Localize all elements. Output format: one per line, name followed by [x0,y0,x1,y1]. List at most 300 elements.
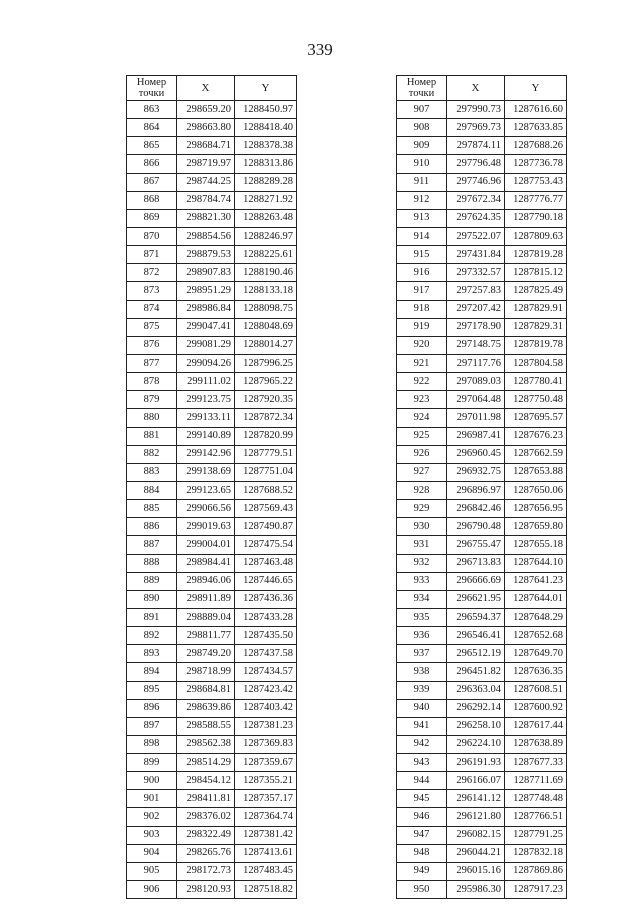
y-coordinate-cell: 1287736.78 [505,155,567,173]
x-coordinate-cell: 296987.41 [447,427,505,445]
x-coordinate-cell: 298376.02 [177,808,235,826]
point-number-cell: 941 [397,717,447,735]
point-number-cell: 936 [397,627,447,645]
table-row [127,645,297,663]
x-coordinate-cell: 298907.83 [177,264,235,282]
y-coordinate-cell: 1287608.51 [505,681,567,699]
x-coordinate-cell: 298854.56 [177,227,235,245]
table-row [127,246,297,264]
table-row [397,227,567,245]
table-row [127,699,297,717]
table-row [397,717,567,735]
y-coordinate-cell: 1287569.43 [235,500,297,518]
table-row [397,209,567,227]
point-header-line2: точки [408,88,435,99]
x-coordinate-cell: 296790.48 [447,518,505,536]
point-number-cell: 877 [127,354,177,372]
point-number-cell: 873 [127,282,177,300]
x-coordinate-cell: 298322.49 [177,826,235,844]
table-row [127,227,297,245]
x-coordinate-cell: 296960.45 [447,445,505,463]
point-number-cell: 920 [397,336,447,354]
x-coordinate-cell: 296842.46 [447,500,505,518]
y-coordinate-cell: 1287695.57 [505,409,567,427]
table-row [397,119,567,137]
x-coordinate-cell: 297431.84 [447,246,505,264]
table-row [397,445,567,463]
table-row [397,391,567,409]
y-coordinate-cell: 1287518.82 [235,881,297,899]
y-coordinate-cell: 1287649.70 [505,645,567,663]
table-row [127,627,297,645]
y-coordinate-cell: 1287815.12 [505,264,567,282]
x-coordinate-cell: 298265.76 [177,844,235,862]
x-coordinate-cell: 298684.81 [177,681,235,699]
x-coordinate-cell: 297624.35 [447,209,505,227]
x-coordinate-cell: 295986.30 [447,881,505,899]
point-number-cell: 905 [127,862,177,880]
table-row [397,645,567,663]
page-number: 339 [307,40,333,59]
table-row [127,862,297,880]
point-number-cell: 870 [127,227,177,245]
table-row [397,300,567,318]
point-number-cell: 866 [127,155,177,173]
y-coordinate-cell: 1287825.49 [505,282,567,300]
point-number-cell: 899 [127,754,177,772]
table-row [397,264,567,282]
y-coordinate-cell: 1288313.86 [235,155,297,173]
x-coordinate-cell: 297148.75 [447,336,505,354]
table-body [397,101,567,899]
x-coordinate-cell: 298588.55 [177,717,235,735]
y-coordinate-cell: 1287920.35 [235,391,297,409]
y-coordinate-cell: 1287434.57 [235,663,297,681]
x-coordinate-cell: 298719.97 [177,155,235,173]
x-header: X [447,76,505,101]
x-coordinate-cell: 299142.96 [177,445,235,463]
x-coordinate-cell: 297332.57 [447,264,505,282]
x-coordinate-cell: 299047.41 [177,318,235,336]
y-coordinate-cell: 1287748.48 [505,790,567,808]
y-coordinate-cell: 1287359.67 [235,754,297,772]
x-coordinate-cell: 299019.63 [177,518,235,536]
table-row [127,155,297,173]
x-coordinate-cell: 298749.20 [177,645,235,663]
y-coordinate-cell: 1287446.65 [235,572,297,590]
x-coordinate-cell: 296015.16 [447,862,505,880]
point-number-cell: 871 [127,246,177,264]
point-number-cell: 904 [127,844,177,862]
table-row [397,627,567,645]
x-coordinate-cell: 298120.93 [177,881,235,899]
x-coordinate-cell: 299140.89 [177,427,235,445]
point-number-cell: 896 [127,699,177,717]
x-coordinate-cell: 296166.07 [447,772,505,790]
point-number-cell: 891 [127,608,177,626]
y-coordinate-cell: 1288378.38 [235,137,297,155]
x-coordinate-cell: 298784.74 [177,191,235,209]
y-coordinate-cell: 1287804.58 [505,354,567,372]
y-coordinate-cell: 1287483.45 [235,862,297,880]
y-coordinate-cell: 1287829.91 [505,300,567,318]
table-row [127,409,297,427]
x-coordinate-cell: 296546.41 [447,627,505,645]
y-coordinate-cell: 1287917.23 [505,881,567,899]
y-coordinate-cell: 1287791.25 [505,826,567,844]
y-coordinate-cell: 1288048.69 [235,318,297,336]
point-number-cell: 884 [127,481,177,499]
y-coordinate-cell: 1287656.95 [505,500,567,518]
y-coordinate-cell: 1288246.97 [235,227,297,245]
y-coordinate-cell: 1287490.87 [235,518,297,536]
x-coordinate-cell: 296191.93 [447,754,505,772]
y-coordinate-cell: 1287381.23 [235,717,297,735]
x-coordinate-cell: 297874.11 [447,137,505,155]
point-number-cell: 900 [127,772,177,790]
table-row [397,409,567,427]
y-coordinate-cell: 1287636.35 [505,663,567,681]
x-coordinate-cell: 297672.34 [447,191,505,209]
y-coordinate-cell: 1287653.88 [505,463,567,481]
point-number-cell: 910 [397,155,447,173]
x-coordinate-cell: 297178.90 [447,318,505,336]
table-row [127,844,297,862]
x-coordinate-cell: 299123.75 [177,391,235,409]
point-number-cell: 926 [397,445,447,463]
y-coordinate-cell: 1287965.22 [235,373,297,391]
table-row [127,735,297,753]
point-number-cell: 883 [127,463,177,481]
point-number-cell: 874 [127,300,177,318]
point-number-cell: 940 [397,699,447,717]
x-coordinate-cell: 299066.56 [177,500,235,518]
x-coordinate-cell: 298879.53 [177,246,235,264]
x-coordinate-cell: 297117.76 [447,354,505,372]
point-number-cell: 875 [127,318,177,336]
table-row [127,119,297,137]
y-coordinate-cell: 1288263.48 [235,209,297,227]
x-coordinate-cell: 299138.69 [177,463,235,481]
y-coordinate-cell: 1287829.31 [505,318,567,336]
point-number-cell: 946 [397,808,447,826]
point-number-cell: 947 [397,826,447,844]
point-number-cell: 927 [397,463,447,481]
point-number-cell: 909 [397,137,447,155]
y-coordinate-cell: 1287369.83 [235,735,297,753]
y-coordinate-cell: 1287780.41 [505,373,567,391]
point-number-cell: 935 [397,608,447,626]
point-number-cell: 942 [397,735,447,753]
point-number-cell: 895 [127,681,177,699]
x-coordinate-cell: 299094.26 [177,354,235,372]
table-row [397,336,567,354]
table-row [127,608,297,626]
x-coordinate-cell: 297796.48 [447,155,505,173]
x-coordinate-cell: 298821.30 [177,209,235,227]
x-coordinate-cell: 298172.73 [177,862,235,880]
y-coordinate-cell: 1287463.48 [235,554,297,572]
table-row [397,354,567,372]
table-row [127,318,297,336]
table-row [397,518,567,536]
table-row [127,663,297,681]
point-header-line1: Номер [136,77,167,88]
x-coordinate-cell: 297207.42 [447,300,505,318]
table-row [127,264,297,282]
x-coordinate-cell: 296082.15 [447,826,505,844]
x-coordinate-cell: 296713.83 [447,554,505,572]
table-header-row [127,76,297,101]
y-coordinate-cell: 1288098.75 [235,300,297,318]
x-coordinate-cell: 297011.98 [447,409,505,427]
point-number-cell: 863 [127,101,177,119]
table-row [397,173,567,191]
x-coordinate-cell: 299111.02 [177,373,235,391]
table-row [397,373,567,391]
point-number-cell: 914 [397,227,447,245]
point-number-cell: 948 [397,844,447,862]
x-coordinate-cell: 298984.41 [177,554,235,572]
y-coordinate-cell: 1287766.51 [505,808,567,826]
y-coordinate-cell: 1287616.60 [505,101,567,119]
table-header-row [397,76,567,101]
point-number-cell: 938 [397,663,447,681]
x-coordinate-cell: 298744.25 [177,173,235,191]
y-coordinate-cell: 1287364.74 [235,808,297,826]
point-number-cell: 923 [397,391,447,409]
x-coordinate-cell: 298986.84 [177,300,235,318]
y-coordinate-cell: 1287819.78 [505,336,567,354]
table-row [127,881,297,899]
point-number-cell: 894 [127,663,177,681]
y-coordinate-cell: 1288014.27 [235,336,297,354]
y-coordinate-cell: 1287644.01 [505,590,567,608]
table-body [127,101,297,899]
y-coordinate-cell: 1287652.68 [505,627,567,645]
point-number-cell: 915 [397,246,447,264]
point-number-cell: 897 [127,717,177,735]
point-number-cell: 885 [127,500,177,518]
x-coordinate-cell: 296755.47 [447,536,505,554]
point-number-cell: 937 [397,645,447,663]
table-row [127,391,297,409]
table-row [127,518,297,536]
point-number-cell: 919 [397,318,447,336]
x-coordinate-cell: 298911.89 [177,590,235,608]
table-row [127,481,297,499]
x-coordinate-cell: 298889.04 [177,608,235,626]
y-coordinate-cell: 1288450.97 [235,101,297,119]
x-coordinate-cell: 296121.80 [447,808,505,826]
table-row [397,663,567,681]
table-row [397,481,567,499]
point-number-header [127,76,177,101]
table-row [397,572,567,590]
table-row [127,191,297,209]
x-coordinate-cell: 296044.21 [447,844,505,862]
table-row [397,246,567,264]
point-number-cell: 902 [127,808,177,826]
x-coordinate-cell: 296896.97 [447,481,505,499]
table-row [127,554,297,572]
table-row [127,173,297,191]
table-row [397,699,567,717]
y-coordinate-cell: 1287423.42 [235,681,297,699]
y-coordinate-cell: 1287633.85 [505,119,567,137]
x-coordinate-cell: 296258.10 [447,717,505,735]
x-coordinate-cell: 299123.65 [177,481,235,499]
y-coordinate-cell: 1288225.61 [235,246,297,264]
x-coordinate-cell: 299133.11 [177,409,235,427]
x-coordinate-cell: 298946.06 [177,572,235,590]
x-coordinate-cell: 298639.86 [177,699,235,717]
point-number-cell: 918 [397,300,447,318]
x-coordinate-cell: 298951.29 [177,282,235,300]
x-coordinate-cell: 298562.38 [177,735,235,753]
y-coordinate-cell: 1287600.92 [505,699,567,717]
y-coordinate-cell: 1287648.29 [505,608,567,626]
x-coordinate-cell: 299004.01 [177,536,235,554]
x-coordinate-cell: 296363.04 [447,681,505,699]
point-number-cell: 921 [397,354,447,372]
point-number-cell: 886 [127,518,177,536]
y-coordinate-cell: 1287644.10 [505,554,567,572]
x-coordinate-cell: 296932.75 [447,463,505,481]
point-number-cell: 892 [127,627,177,645]
y-coordinate-cell: 1287711.69 [505,772,567,790]
table-row [127,137,297,155]
x-coordinate-cell: 298684.71 [177,137,235,155]
y-coordinate-cell: 1288133.18 [235,282,297,300]
point-number-cell: 931 [397,536,447,554]
table-row [397,808,567,826]
point-number-cell: 939 [397,681,447,699]
y-coordinate-cell: 1287779.51 [235,445,297,463]
point-number-cell: 882 [127,445,177,463]
table-row [127,717,297,735]
point-number-cell: 868 [127,191,177,209]
x-coordinate-cell: 297990.73 [447,101,505,119]
table-row [127,681,297,699]
table-row [397,881,567,899]
x-coordinate-cell: 296512.19 [447,645,505,663]
point-number-cell: 911 [397,173,447,191]
y-coordinate-cell: 1287357.17 [235,790,297,808]
y-coordinate-cell: 1287869.86 [505,862,567,880]
y-coordinate-cell: 1287996.25 [235,354,297,372]
x-coordinate-cell: 296224.10 [447,735,505,753]
x-coordinate-cell: 297257.83 [447,282,505,300]
x-coordinate-cell: 298663.80 [177,119,235,137]
table-row [127,101,297,119]
point-number-cell: 903 [127,826,177,844]
y-coordinate-cell: 1287650.06 [505,481,567,499]
y-coordinate-cell: 1287433.28 [235,608,297,626]
point-number-cell: 928 [397,481,447,499]
y-coordinate-cell: 1288190.46 [235,264,297,282]
y-coordinate-cell: 1287688.26 [505,137,567,155]
table-row [127,209,297,227]
point-number-header [397,76,447,101]
y-coordinate-cell: 1287435.50 [235,627,297,645]
point-number-cell: 930 [397,518,447,536]
y-coordinate-cell: 1287790.18 [505,209,567,227]
y-coordinate-cell: 1287809.63 [505,227,567,245]
table-row [127,826,297,844]
y-coordinate-cell: 1287436.36 [235,590,297,608]
point-number-cell: 890 [127,590,177,608]
table-row [397,137,567,155]
y-coordinate-cell: 1288271.92 [235,191,297,209]
table-row [397,844,567,862]
x-coordinate-cell: 296292.14 [447,699,505,717]
point-number-cell: 924 [397,409,447,427]
table-row [127,463,297,481]
y-coordinate-cell: 1287381.42 [235,826,297,844]
y-coordinate-cell: 1287413.61 [235,844,297,862]
y-coordinate-cell: 1287872.34 [235,409,297,427]
point-number-cell: 925 [397,427,447,445]
point-number-cell: 934 [397,590,447,608]
table-row [397,463,567,481]
point-number-cell: 876 [127,336,177,354]
table-row [127,500,297,518]
x-coordinate-cell: 298514.29 [177,754,235,772]
y-coordinate-cell: 1287677.33 [505,754,567,772]
point-number-cell: 913 [397,209,447,227]
table-row [397,590,567,608]
table-row [127,282,297,300]
point-number-cell: 908 [397,119,447,137]
y-coordinate-cell: 1287832.18 [505,844,567,862]
point-number-cell: 912 [397,191,447,209]
point-number-cell: 922 [397,373,447,391]
point-number-cell: 906 [127,881,177,899]
point-number-cell: 887 [127,536,177,554]
table-row [397,772,567,790]
x-coordinate-cell: 298659.20 [177,101,235,119]
point-number-cell: 929 [397,500,447,518]
table-row [397,608,567,626]
x-coordinate-cell: 297089.03 [447,373,505,391]
table-row [127,590,297,608]
y-header: Y [505,76,567,101]
table-row [127,300,297,318]
table-row [397,754,567,772]
y-coordinate-cell: 1287819.28 [505,246,567,264]
table-row [127,445,297,463]
point-number-cell: 932 [397,554,447,572]
y-coordinate-cell: 1287750.48 [505,391,567,409]
point-number-cell: 916 [397,264,447,282]
y-coordinate-cell: 1287655.18 [505,536,567,554]
y-coordinate-cell: 1287659.80 [505,518,567,536]
x-coordinate-cell: 297522.07 [447,227,505,245]
point-number-cell: 869 [127,209,177,227]
x-coordinate-cell: 298454.12 [177,772,235,790]
table-row [127,336,297,354]
point-number-cell: 867 [127,173,177,191]
point-number-cell: 950 [397,881,447,899]
y-coordinate-cell: 1287403.42 [235,699,297,717]
point-number-cell: 944 [397,772,447,790]
y-coordinate-cell: 1287475.54 [235,536,297,554]
point-number-cell: 898 [127,735,177,753]
y-coordinate-cell: 1287355.21 [235,772,297,790]
table-row [397,790,567,808]
point-number-cell: 888 [127,554,177,572]
